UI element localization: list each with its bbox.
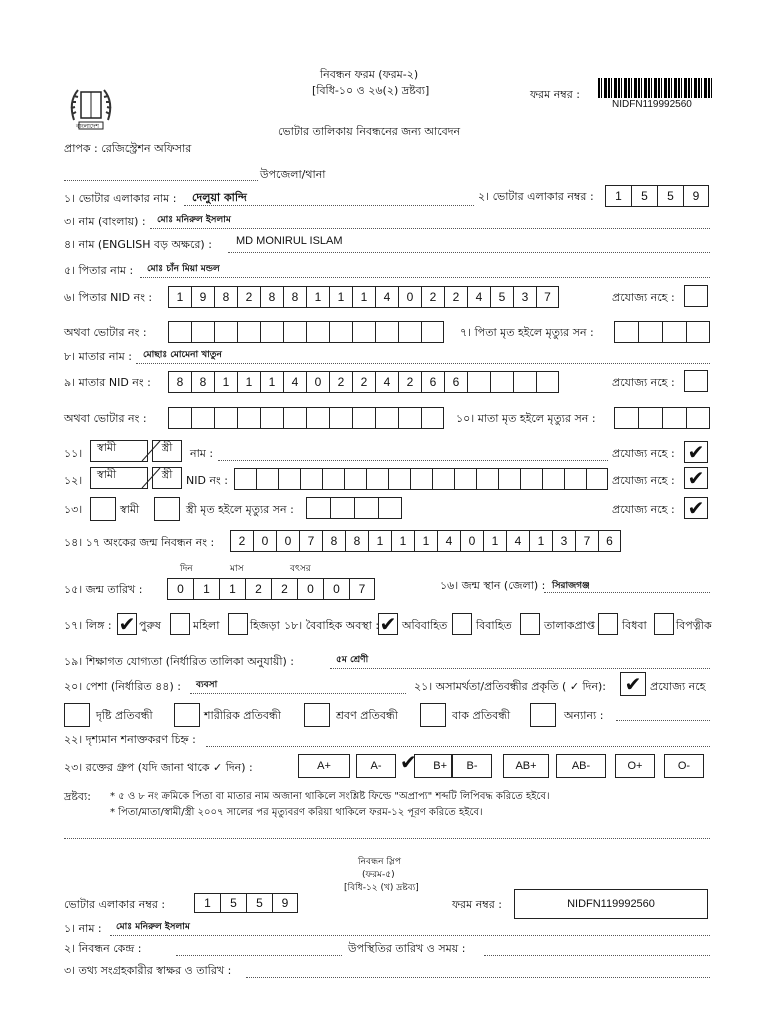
widow-checkbox[interactable]: [598, 613, 618, 635]
spouse-nid-na-label: প্রযোজ্য নহে :: [612, 474, 675, 487]
digit-box: 4: [467, 286, 490, 308]
digit-box: [476, 468, 498, 490]
speech-checkbox[interactable]: [420, 703, 446, 727]
digit-box: 0: [276, 530, 299, 552]
digit-box: [214, 321, 237, 343]
hearing-checkbox[interactable]: [304, 703, 330, 727]
widower-checkbox[interactable]: [654, 613, 674, 635]
slip-area-number[interactable]: [194, 893, 298, 913]
digit-box: 5: [220, 893, 246, 913]
digit-box: [329, 407, 352, 429]
note-1: * ৫ ও ৮ নং ক্রমিকে পিতা বা মাতার নাম অজানা থাকিলে সংশ্লিষ্ট ফিল্ডে "অপ্রাপ্য" শব্দটি লিপিবদ্ধ করিতে হইবে।: [110, 791, 550, 802]
day-label: দিন: [180, 564, 193, 574]
row11-label: ১১।: [64, 447, 83, 460]
slip-form-number[interactable]: NIDFN119992560: [514, 889, 708, 919]
mother-nid-na-label: প্রযোজ্য নহে :: [612, 376, 675, 389]
husband-box-2[interactable]: স্বামী: [90, 467, 148, 489]
digit-box: 3: [513, 286, 536, 308]
digit-box: 1: [219, 578, 245, 600]
digit-box: 1: [237, 371, 260, 393]
digit-box: 8: [345, 530, 368, 552]
digit-box: 4: [437, 530, 460, 552]
form-subtitle: [বিধি-১০ ও ২৬(২) দ্রষ্টব্য]: [312, 84, 430, 97]
digit-box: [191, 321, 214, 343]
education-label: ১৯। শিক্ষাগত যোগ্যতা (নির্ধারিত তালিকা অনুযায়ী) :: [64, 655, 294, 668]
digit-box: [454, 468, 476, 490]
slash-divider: [140, 440, 162, 462]
spouse-name-na-label: প্রযোজ্য নহে :: [612, 447, 675, 460]
wife-box[interactable]: স্ত্রী: [152, 440, 182, 462]
husband-label: স্বামী: [120, 503, 140, 516]
husband-box[interactable]: স্বামী: [90, 440, 148, 462]
slip-area-no-label: ভোটার এলাকার নম্বর :: [64, 898, 166, 911]
digit-box: [344, 468, 366, 490]
occupation[interactable]: ব্যবসা: [196, 680, 218, 690]
mother-death-year[interactable]: [614, 407, 710, 429]
slip-name[interactable]: মোঃ মনিরুল ইসলাম: [116, 922, 190, 932]
digit-box: 2: [421, 286, 444, 308]
digit-box: [237, 321, 260, 343]
digit-box: [237, 407, 260, 429]
digit-box: 0: [323, 578, 349, 600]
digit-box: 2: [271, 578, 297, 600]
digit-box: 7: [575, 530, 598, 552]
slip-name-label: ১। নাম :: [64, 922, 102, 935]
digit-box: [329, 321, 352, 343]
spouse-nid-label: NID নং :: [186, 474, 228, 487]
digit-box: 7: [349, 578, 375, 600]
digit-box: 1: [352, 286, 375, 308]
physical-checkbox[interactable]: [174, 703, 200, 727]
check-icon: ✔: [624, 672, 642, 696]
digit-box: [306, 321, 329, 343]
visual-checkbox[interactable]: [64, 703, 90, 727]
digit-box: 1: [391, 530, 414, 552]
wife-checkbox[interactable]: [154, 497, 180, 521]
voter-area-name[interactable]: দেলুয়া কান্দি: [192, 191, 247, 204]
digit-box: 1: [193, 578, 219, 600]
voter-area-number[interactable]: [605, 185, 709, 207]
digit-box: 9: [683, 185, 709, 207]
female-label: মহিলা: [193, 619, 220, 632]
wife-death-na-label: প্রযোজ্য নহে :: [612, 503, 675, 516]
father-death-year[interactable]: [614, 321, 710, 343]
row13-label: ১৩।: [64, 503, 83, 516]
slip-form-no-label: ফরম নম্বর :: [452, 898, 502, 911]
digit-box: 8: [168, 371, 191, 393]
digit-box: 8: [191, 371, 214, 393]
digit-box: 5: [246, 893, 272, 913]
digit-box: 1: [414, 530, 437, 552]
blood-group-option[interactable]: B-: [452, 754, 492, 778]
digit-box: [513, 371, 536, 393]
wife-death-na-checkbox[interactable]: [684, 497, 708, 519]
widower-label: বিপত্নীক: [676, 619, 712, 632]
married-checkbox[interactable]: [452, 613, 472, 635]
visual-label: দৃষ্টি প্রতিবন্ধী: [96, 709, 153, 722]
digit-box: 1: [214, 371, 237, 393]
digit-box: 6: [421, 371, 444, 393]
digit-box: [498, 468, 520, 490]
digit-box: 2: [444, 286, 467, 308]
unmarried-checkbox[interactable]: [378, 613, 398, 635]
digit-box: 4: [375, 371, 398, 393]
digit-box: [234, 468, 256, 490]
digit-box: 4: [375, 286, 398, 308]
slash-divider-2: [140, 467, 162, 489]
digit-box: [638, 321, 662, 343]
recipient: প্রাপক : রেজিস্ট্রেশন অফিসার: [64, 142, 192, 155]
digit-box: [191, 407, 214, 429]
divorced-checkbox[interactable]: [520, 613, 540, 635]
physical-label: শারীরিক প্রতিবন্ধী: [204, 709, 281, 722]
father-death-year-label: ৭। পিতা মৃত হইলে মৃত্যুর সন :: [460, 326, 594, 339]
digit-box: [214, 407, 237, 429]
digit-box: [330, 497, 354, 519]
husband-checkbox[interactable]: [90, 497, 116, 521]
digit-box: 2: [329, 371, 352, 393]
digit-box: [490, 371, 513, 393]
disability-na-label: প্রযোজ্য নহে: [650, 680, 706, 693]
digit-box: 7: [299, 530, 322, 552]
digit-box: 3: [552, 530, 575, 552]
date-of-birth[interactable]: [167, 578, 375, 600]
barcode: [598, 78, 714, 98]
father-name[interactable]: মোঃ চাঁন মিয়া মন্ডল: [147, 264, 220, 274]
form-title: নিবন্ধন ফরম (ফরম-২): [320, 68, 419, 81]
check-icon: ✔: [118, 612, 136, 636]
name-bangla-label: ৩। নাম (বাংলায়) :: [64, 215, 146, 228]
digit-box: [614, 407, 638, 429]
digit-box: [354, 497, 378, 519]
gender-label: ১৭। লিঙ্গ :: [64, 619, 112, 632]
mother-name-label: ৮। মাতার নাম :: [64, 350, 132, 363]
digit-box: [421, 407, 444, 429]
female-checkbox[interactable]: [170, 613, 190, 635]
digit-box: [375, 407, 398, 429]
mother-name[interactable]: মোছাঃ মোমেনা খাতুন: [143, 350, 222, 360]
digit-box: 2: [398, 371, 421, 393]
check-icon: ✔: [400, 750, 417, 774]
digit-box: [260, 321, 283, 343]
note-label: দ্রষ্টব্য:: [64, 790, 91, 803]
digit-box: 0: [297, 578, 323, 600]
slip-collector-label: ৩। তথ্য সংগ্রহকারীর স্বাক্ষর ও তারিখ :: [64, 964, 232, 977]
hijra-label: হিজড়া: [250, 619, 280, 632]
blood-group-option[interactable]: AB+: [503, 754, 549, 778]
name-english-label: ৪। নাম (ENGLISH বড় অক্ষরে) :: [64, 238, 212, 251]
blood-group-option[interactable]: B+: [414, 754, 452, 778]
mother-nid[interactable]: [168, 371, 559, 393]
digit-box: 1: [368, 530, 391, 552]
digit-box: 1: [194, 893, 220, 913]
digit-box: 8: [214, 286, 237, 308]
slip-subtitle: (ফরম-৫): [362, 870, 395, 880]
digit-box: 5: [631, 185, 657, 207]
digit-box: 0: [460, 530, 483, 552]
digit-box: 9: [191, 286, 214, 308]
digit-box: 4: [506, 530, 529, 552]
disability-na-checkbox[interactable]: [620, 672, 646, 696]
blood-group-option[interactable]: A-: [356, 754, 396, 778]
blood-group-option[interactable]: A+: [298, 754, 350, 778]
father-nid-na-label: প্রযোজ্য নহে :: [612, 291, 675, 304]
digit-box: [432, 468, 454, 490]
father-voter-no-label: অথবা ভোটার নং :: [64, 326, 147, 339]
birth-reg-label: ১৪। ১৭ অংকের জন্ম নিবন্ধন নং :: [64, 536, 215, 549]
digit-box: 1: [306, 286, 329, 308]
note-2: * পিতা/মাতা/স্বামী/স্ত্রী ২০০৭ সালের পর মৃত্যুবরণ করিয়া থাকিলে ফরম-১২ পূরণ করিতে হইবে।: [110, 807, 483, 818]
digit-box: [398, 407, 421, 429]
digit-box: 2: [230, 530, 253, 552]
digit-box: 1: [329, 286, 352, 308]
digit-box: [467, 371, 490, 393]
name-english[interactable]: MD MONIRUL ISLAM: [236, 235, 343, 247]
digit-box: 6: [598, 530, 621, 552]
digit-box: 8: [322, 530, 345, 552]
digit-box: 5: [490, 286, 513, 308]
spouse-name-label: নাম :: [190, 447, 214, 460]
name-bangla[interactable]: মোঃ মনিরুল ইসলাম: [157, 215, 231, 225]
dob-label: ১৫। জন্ম তারিখ :: [64, 583, 143, 596]
mother-nid-label: ৯। মাতার NID নং :: [64, 376, 151, 389]
digit-box: 1: [168, 286, 191, 308]
widow-label: বিধবা: [622, 619, 647, 632]
digit-box: [352, 321, 375, 343]
digit-box: [520, 468, 542, 490]
other-label: অন্যান্য :: [564, 709, 604, 722]
voter-area-no-label: ২। ভোটার এলাকার নম্বর :: [478, 190, 594, 203]
mother-nid-na-checkbox[interactable]: [684, 370, 708, 392]
year-label: বৎসর: [290, 564, 311, 574]
father-name-label: ৫। পিতার নাম :: [64, 264, 134, 277]
digit-box: [260, 407, 283, 429]
digit-box: 9: [272, 893, 298, 913]
birth-place[interactable]: সিরাজগঞ্জ: [552, 581, 590, 591]
male-checkbox[interactable]: [117, 613, 137, 635]
digit-box: 8: [283, 286, 306, 308]
divorced-label: তালাকপ্রাপ্ত: [544, 619, 595, 632]
check-icon: ✔: [687, 496, 705, 520]
spouse-name-na-checkbox[interactable]: [684, 441, 708, 463]
digit-box: 0: [306, 371, 329, 393]
digit-box: 0: [398, 286, 421, 308]
unmarried-label: অবিবাহিত: [402, 619, 448, 632]
slip-title: নিবন্ধন স্লিপ: [358, 857, 401, 867]
digit-box: [686, 407, 710, 429]
digit-box: 0: [167, 578, 193, 600]
digit-box: [378, 497, 402, 519]
digit-box: [168, 407, 191, 429]
digit-box: [283, 321, 306, 343]
wife-box-2[interactable]: স্ত্রী: [152, 467, 182, 489]
digit-box: [352, 407, 375, 429]
digit-box: [410, 468, 432, 490]
hijra-checkbox[interactable]: [228, 613, 248, 635]
voter-area-name-label: ১। ভোটার এলাকার নাম :: [64, 192, 177, 205]
birth-registration-no[interactable]: [230, 530, 621, 552]
digit-box: [536, 371, 559, 393]
blood-group-option[interactable]: O+: [615, 754, 655, 778]
digit-box: 2: [245, 578, 271, 600]
digit-box: [322, 468, 344, 490]
education[interactable]: ৫ম শ্রেণী: [336, 655, 369, 665]
digit-box: [278, 468, 300, 490]
occupation-label: ২০। পেশা (নির্ধারিত ৪৪) :: [64, 680, 181, 693]
digit-box: 0: [253, 530, 276, 552]
digit-box: [586, 468, 608, 490]
speech-label: বাক প্রতিবন্ধী: [452, 709, 511, 722]
digit-box: [421, 321, 444, 343]
digit-box: 5: [657, 185, 683, 207]
digit-box: [564, 468, 586, 490]
blood-group-option[interactable]: O-: [664, 754, 704, 778]
father-nid-na-checkbox[interactable]: [684, 285, 708, 307]
mother-death-year-label: ১০। মাতা মৃত হইলে মৃত্যুর সন :: [456, 412, 596, 425]
check-icon: ✔: [379, 612, 397, 636]
digit-box: [306, 497, 330, 519]
slip-attendance-label: উপস্থিতির তারিখ ও সময় :: [348, 942, 466, 955]
father-nid[interactable]: [168, 286, 559, 308]
digit-box: [388, 468, 410, 490]
disability-label: ২১। অসামর্থতা/প্রতিবন্ধীর প্রকৃতি ( ✓ দিন):: [414, 680, 607, 693]
slip-center-label: ২। নিবন্ধন কেন্দ্র :: [64, 942, 142, 955]
digit-box: [398, 321, 421, 343]
digit-box: 8: [260, 286, 283, 308]
male-label: পুরুষ: [139, 619, 161, 632]
digit-box: [300, 468, 322, 490]
logo-text: বাংলাদেশ: [76, 123, 99, 130]
check-icon: ✔: [687, 440, 705, 464]
digit-box: 2: [237, 286, 260, 308]
blood-group-option[interactable]: AB-: [556, 754, 606, 778]
digit-box: [542, 468, 564, 490]
digit-box: 1: [605, 185, 631, 207]
slip-rule: [বিধি-১২ (খ) দ্রষ্টব্য]: [344, 883, 419, 893]
form-number: NIDFN119992560: [612, 99, 692, 110]
digit-box: 1: [529, 530, 552, 552]
digit-box: [614, 321, 638, 343]
identification-mark-label: ২২। দৃশ্যমান শনাক্তকরণ চিহ্ন :: [64, 733, 196, 746]
row12-label: ১২।: [64, 474, 83, 487]
upazila-label: উপজেলা/থানা: [260, 168, 326, 181]
marital-status-label: ১৮। বৈবাহিক অবস্থা :: [284, 619, 380, 632]
mother-voter-no[interactable]: [168, 407, 444, 429]
mother-voter-no-label: অথবা ভোটার নং :: [64, 412, 147, 425]
hearing-label: শ্রবণ প্রতিবন্ধী: [336, 709, 398, 722]
digit-box: [306, 407, 329, 429]
digit-box: 1: [260, 371, 283, 393]
other-checkbox[interactable]: [530, 703, 556, 727]
spouse-nid-na-checkbox[interactable]: [684, 467, 708, 489]
digit-box: 2: [352, 371, 375, 393]
digit-box: [283, 407, 306, 429]
digit-box: 1: [483, 530, 506, 552]
digit-box: 4: [283, 371, 306, 393]
digit-box: [638, 407, 662, 429]
spouse-nid[interactable]: [234, 468, 608, 490]
digit-box: [366, 468, 388, 490]
digit-box: [256, 468, 278, 490]
digit-box: [375, 321, 398, 343]
form-heading: ভোটার তালিকায় নিবন্ধনের জন্য আবেদন: [278, 125, 461, 138]
digit-box: [168, 321, 191, 343]
married-label: বিবাহিত: [476, 619, 512, 632]
father-voter-no[interactable]: [168, 321, 444, 343]
wife-death-year-label: স্ত্রী মৃত হইলে মৃত্যুর সন :: [186, 503, 294, 516]
digit-box: 7: [536, 286, 559, 308]
birth-place-label: ১৬। জন্ম স্থান (জেলা) :: [440, 579, 546, 592]
digit-box: [686, 321, 710, 343]
blood-group-label: ২৩। রক্তের গ্রুপ (যদি জানা থাকে ✓ দিন) :: [64, 761, 253, 774]
check-icon: ✔: [687, 466, 705, 490]
wife-death-year[interactable]: [306, 497, 402, 519]
form-number-label: ফরম নম্বর :: [530, 88, 580, 101]
father-nid-label: ৬। পিতার NID নং :: [64, 291, 153, 304]
digit-box: [662, 321, 686, 343]
month-label: মাস: [230, 564, 244, 574]
digit-box: 6: [444, 371, 467, 393]
digit-box: [662, 407, 686, 429]
